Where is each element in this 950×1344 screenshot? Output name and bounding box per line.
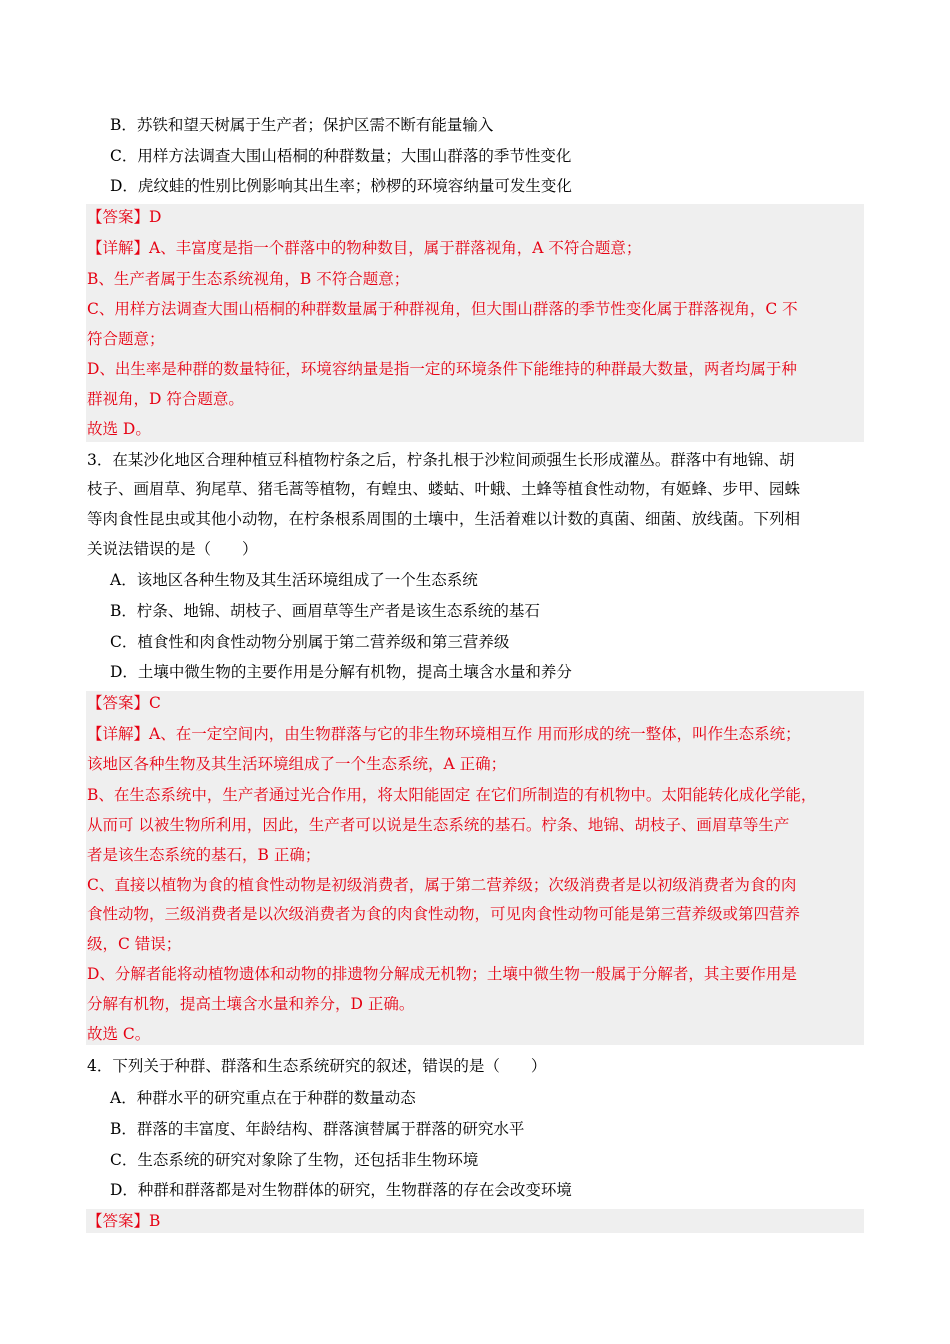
q3-detail-line: 从而可 以被生物所利用，因此，生产者可以说是生态系统的基石。柠条、地锦、胡枝子、画眉草等生产	[87, 816, 790, 834]
q3-detail-line: 该地区各种生物及其生活环境组成了一个生态系统，A 正确；	[87, 755, 507, 773]
q2-option-b: B．苏铁和望天树属于生产者；保护区需不断有能量输入	[110, 116, 494, 134]
q2-option-c: C．用样方法调查大围山梧桐的种群数量；大围山群落的季节性变化	[110, 147, 572, 165]
q3-option-a: A．该地区各种生物及其生活环境组成了一个生态系统	[110, 571, 478, 589]
q3-detail-line: 级，C 错误；	[87, 935, 182, 953]
q4-option-a: A．种群水平的研究重点在于种群的数量动态	[110, 1089, 416, 1107]
q3-detail-line: C、直接以植物为食的植食性动物是初级消费者，属于第二营养级；次级消费者是以初级消费者为食的肉	[87, 876, 797, 894]
q2-answer: 【答案】D	[87, 208, 162, 226]
q3-detail-line: D、分解者能将动植物遗体和动物的排遗物分解成无机物；土壤中微生物一般属于分解者，其主要作用是	[87, 965, 797, 983]
q3-answer-block	[86, 691, 864, 1045]
q3-option-c: C．植食性和肉食性动物分别属于第二营养级和第三营养级	[110, 633, 510, 651]
q2-detail-line: 故选 D。	[87, 420, 151, 438]
q3-answer: 【答案】C	[87, 694, 161, 712]
q3-option-b: B．柠条、地锦、胡枝子、画眉草等生产者是该生态系统的基石	[110, 602, 540, 620]
q4-answer: 【答案】B	[87, 1212, 161, 1230]
q2-detail-line: B、生产者属于生态系统视角，B 不符合题意；	[87, 270, 410, 288]
q2-detail-line: 群视角，D 符合题意。	[87, 390, 244, 408]
q4-option-d: D．种群和群落都是对生物群体的研究，生物群落的存在会改变环境	[110, 1181, 572, 1199]
q3-detail-line: 分解有机物，提高土壤含水量和养分，D 正确。	[87, 995, 415, 1013]
q4-answer-block	[86, 1209, 864, 1233]
q3-stem-line: 关说法错误的是（ ）	[87, 540, 258, 558]
q2-detail-line: 符合题意；	[87, 330, 165, 348]
q2-detail-line: 【详解】A、丰富度是指一个群落中的物种数目，属于群落视角，A 不符合题意；	[87, 239, 642, 257]
q4-option-c: C．生态系统的研究对象除了生物，还包括非生物环境	[110, 1151, 479, 1169]
q4-stem-line: 4．下列关于种群、群落和生态系统研究的叙述，错误的是（ ）	[87, 1057, 547, 1075]
q3-stem-line: 枝子、画眉草、狗尾草、猪毛蒿等植物，有蝗虫、蝼蛄、叶蛾、土蜂等植食性动物，有姬蜂、步甲、园蛛	[87, 480, 801, 498]
q3-option-d: D．土壤中微生物的主要作用是分解有机物，提高土壤含水量和养分	[110, 663, 572, 681]
q2-option-d: D．虎纹蛙的性别比例影响其出生率；桫椤的环境容纳量可发生变化	[110, 177, 572, 195]
q3-stem-line: 3．在某沙化地区合理种植豆科植物柠条之后，柠条扎根于沙粒间顽强生长形成灌丛。群落中有地锦、胡	[87, 451, 795, 469]
q3-detail-line: 食性动物，三级消费者是以次级消费者为食的肉食性动物，可见肉食性动物可能是第三营养级或第四营养	[87, 905, 801, 923]
q2-detail-line: C、用样方法调查大围山梧桐的种群数量属于种群视角，但大围山群落的季节性变化属于群落视角，C 不	[87, 300, 798, 318]
q3-stem-line: 等肉食性昆虫或其他小动物，在柠条根系周围的土壤中，生活着难以计数的真菌、细菌、放线菌。下列相	[87, 510, 801, 528]
q2-detail-line: D、出生率是种群的数量特征，环境容纳量是指一定的环境条件下能维持的种群最大数量，两者均属于种	[87, 360, 797, 378]
q3-detail-line: 故选 C。	[87, 1025, 151, 1043]
q3-detail-line: 者是该生态系统的基石，B 正确；	[87, 846, 321, 864]
q3-detail-line: B、在生态系统中，生产者通过光合作用，将太阳能固定 在它们所制造的有机物中。太阳能转化成化学能，	[87, 786, 817, 804]
q4-option-b: B．群落的丰富度、年龄结构、群落演替属于群落的研究水平	[110, 1120, 525, 1138]
q3-detail-line: 【详解】A、在一定空间内，由生物群落与它的非生物环境相互作 用而形成的统一整体，叫作生态系统；	[87, 725, 801, 743]
